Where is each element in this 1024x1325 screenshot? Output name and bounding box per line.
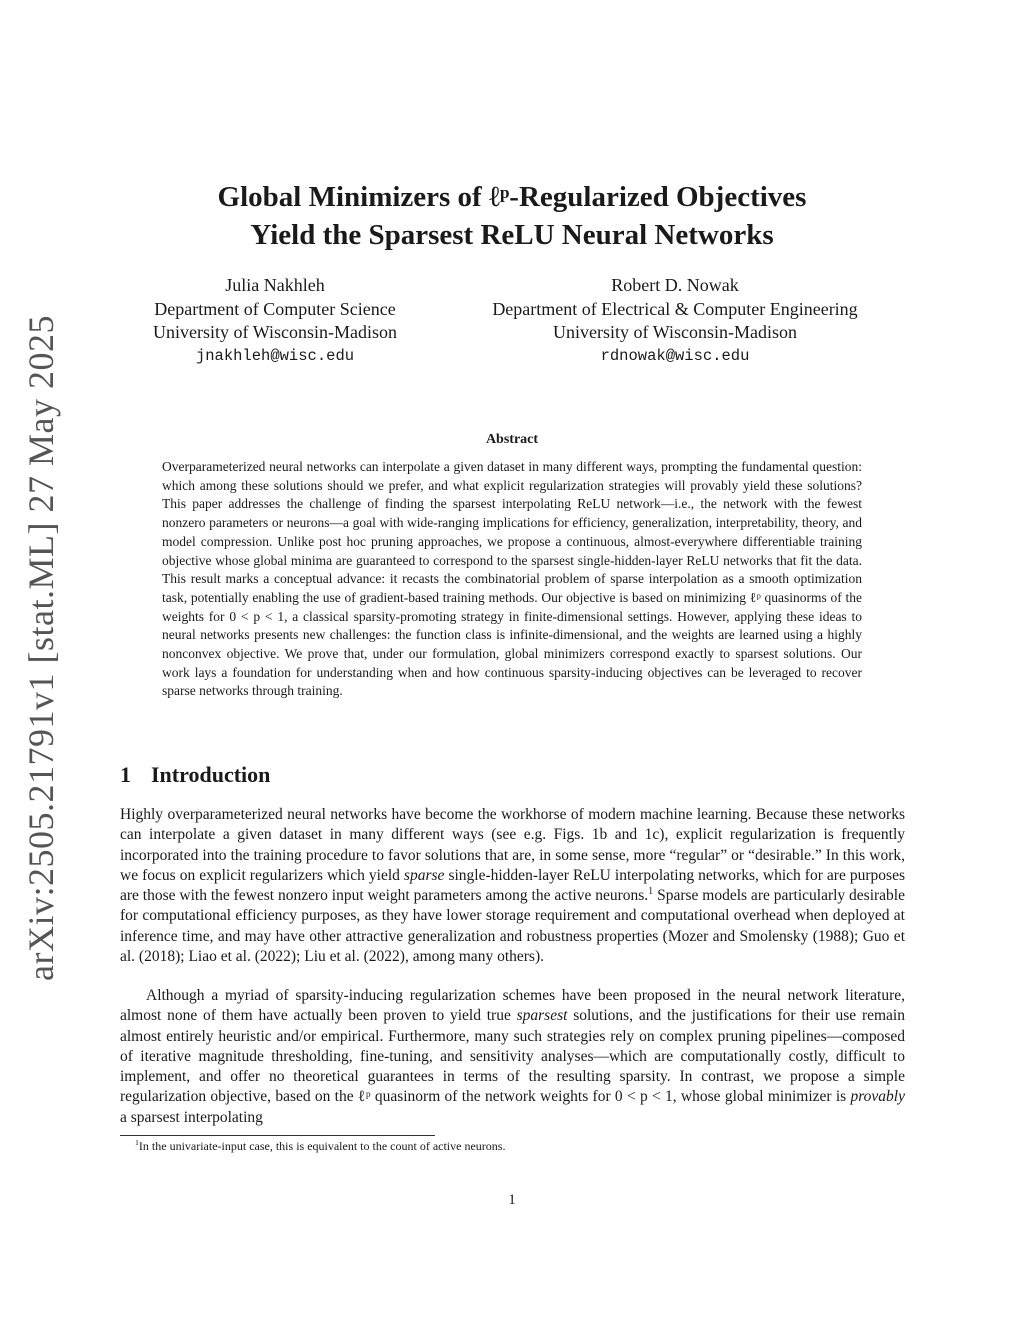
footnote [135,1139,895,1154]
author-email: rdnowak@wisc.edu [600,346,750,365]
title-line-2: Yield the Sparsest ReLU Neural Networks [250,219,774,251]
intro-paragraph-1 [120,805,905,967]
author-name: Julia Nakhleh [225,275,325,295]
footnote-rule [120,1135,435,1136]
author-block-1 [110,274,440,368]
author-email: jnakhleh@wisc.edu [195,346,355,365]
section-number: 1 [120,762,131,787]
text-run: solutions, and the justifications for their use remain almost entirely heuristic and/or empirical. Furthermore, many such strategies rely on complex pruning pipelines—composed of iterative magnitude thresholding, fine-tuning, and sensitivity analyses—which are computationally costly, difficult to implement, and offer no theoretical guarantees in terms of the resulting sparsity. In contrast, we propose a simple regularization objective, based on the ℓᵖ quasinorm of the network weights for 0 < p < 1, whose global minimizer is [120,1007,905,1106]
page-number: 1 [508,1192,516,1208]
author-university: University of Wisconsin-Madison [553,322,797,342]
emphasis-text: sparsest [516,1007,568,1025]
text-run: Sparse models are particularly desirable for computational efficiency purposes, as they have lower storage requirement and computational overhead when deployed at inference time, and may have other attractive generalization and robustness properties (Mozer and Smolensky (1988); Guo et al. (2018); Liao et al. (2022); Liu et al. (2022), among many others). [120,887,905,966]
section-title: Introduction [151,762,271,787]
abstract-text: Overparameterized neural networks can interpolate a given dataset in many different ways, prompting the fundamental question: which among these solutions should we prefer, and what explicit regularization strategies will provably yield these solutions? This paper addresses the challenge of finding the sparsest interpolating ReLU network—i.e., the network with the fewest nonzero parameters or neurons—a goal with wide-ranging implications for efficiency, generalization, interpretability, theory, and model compression. Unlike post hoc pruning approaches, we propose a continuous, almost-everywhere differentiable training objective whose global minima are guaranteed to correspond to the sparsest single-hidden-layer ReLU networks that fit the data. This result marks a conceptual advance: it recasts the combinatorial problem of sparse interpolation as a smooth optimization task, potentially enabling the use of gradient-based training methods. Our objective is based on minimizing ℓᵖ quasinorms of the weights for 0 < p < 1, a classical sparsity-promoting strategy in finite-dimensional settings. However, applying these ideas to neural networks presents new challenges: the function class is infinite-dimensional, and the weights are learned using a highly nonconvex objective. We prove that, under our formulation, global minimizers correspond exactly to sparsest solutions. Our work lays a foundation for understanding when and how continuous sparsity-inducing objectives can be leveraged to recover sparse networks through training. [162,459,862,699]
text-run: single-hidden-layer ReLU interpolating networks, which for are purposes are those with the fewest nonzero input weight parameters among the active neurons. [120,866,905,905]
author-department: Department of Electrical & Computer Engineering [492,298,858,319]
author-department: Department of Computer Science [154,298,396,319]
title-line-1: Global Minimizers of ℓᵖ-Regularized Objectives [217,181,807,213]
text-run: Highly overparameterized neural networks have become the workhorse of modern machine learning. Because these networks can interpolate a given dataset in many different ways (see e.g. Figs. 1b and 1c), explicit regularization is frequently incorporated into the training procedure to favor solutions that are, in some sense, more “regular” or “desirable.” In this work, we focus on explicit regularizers which yield [120,806,905,884]
author-university: University of Wisconsin-Madison [153,322,397,342]
footnote-marker[interactable]: 1 [648,886,654,898]
intro-paragraph-2 [120,986,905,1128]
abstract-heading: Abstract [485,432,539,447]
emphasis-text: sparse [403,866,445,884]
footnote-text: In the univariate-input case, this is equivalent to the count of active neurons. [138,1139,506,1153]
arxiv-identifier: arXiv:2505.21791v1 [stat.ML] 27 May 2025 [21,315,61,981]
footnote-mark: 1 [135,1138,139,1147]
text-run: Although a myriad of sparsity-inducing regularization schemes have been proposed in the neural network literature, almost none of them have actually been proven to yield true [120,987,905,1025]
text-run: a sparsest interpolating [120,1108,263,1126]
emphasis-text: provably [850,1088,905,1106]
author-block-2 [450,274,900,368]
paper-title [150,178,874,254]
author-name: Robert D. Nowak [611,275,739,295]
section-heading [120,762,270,788]
